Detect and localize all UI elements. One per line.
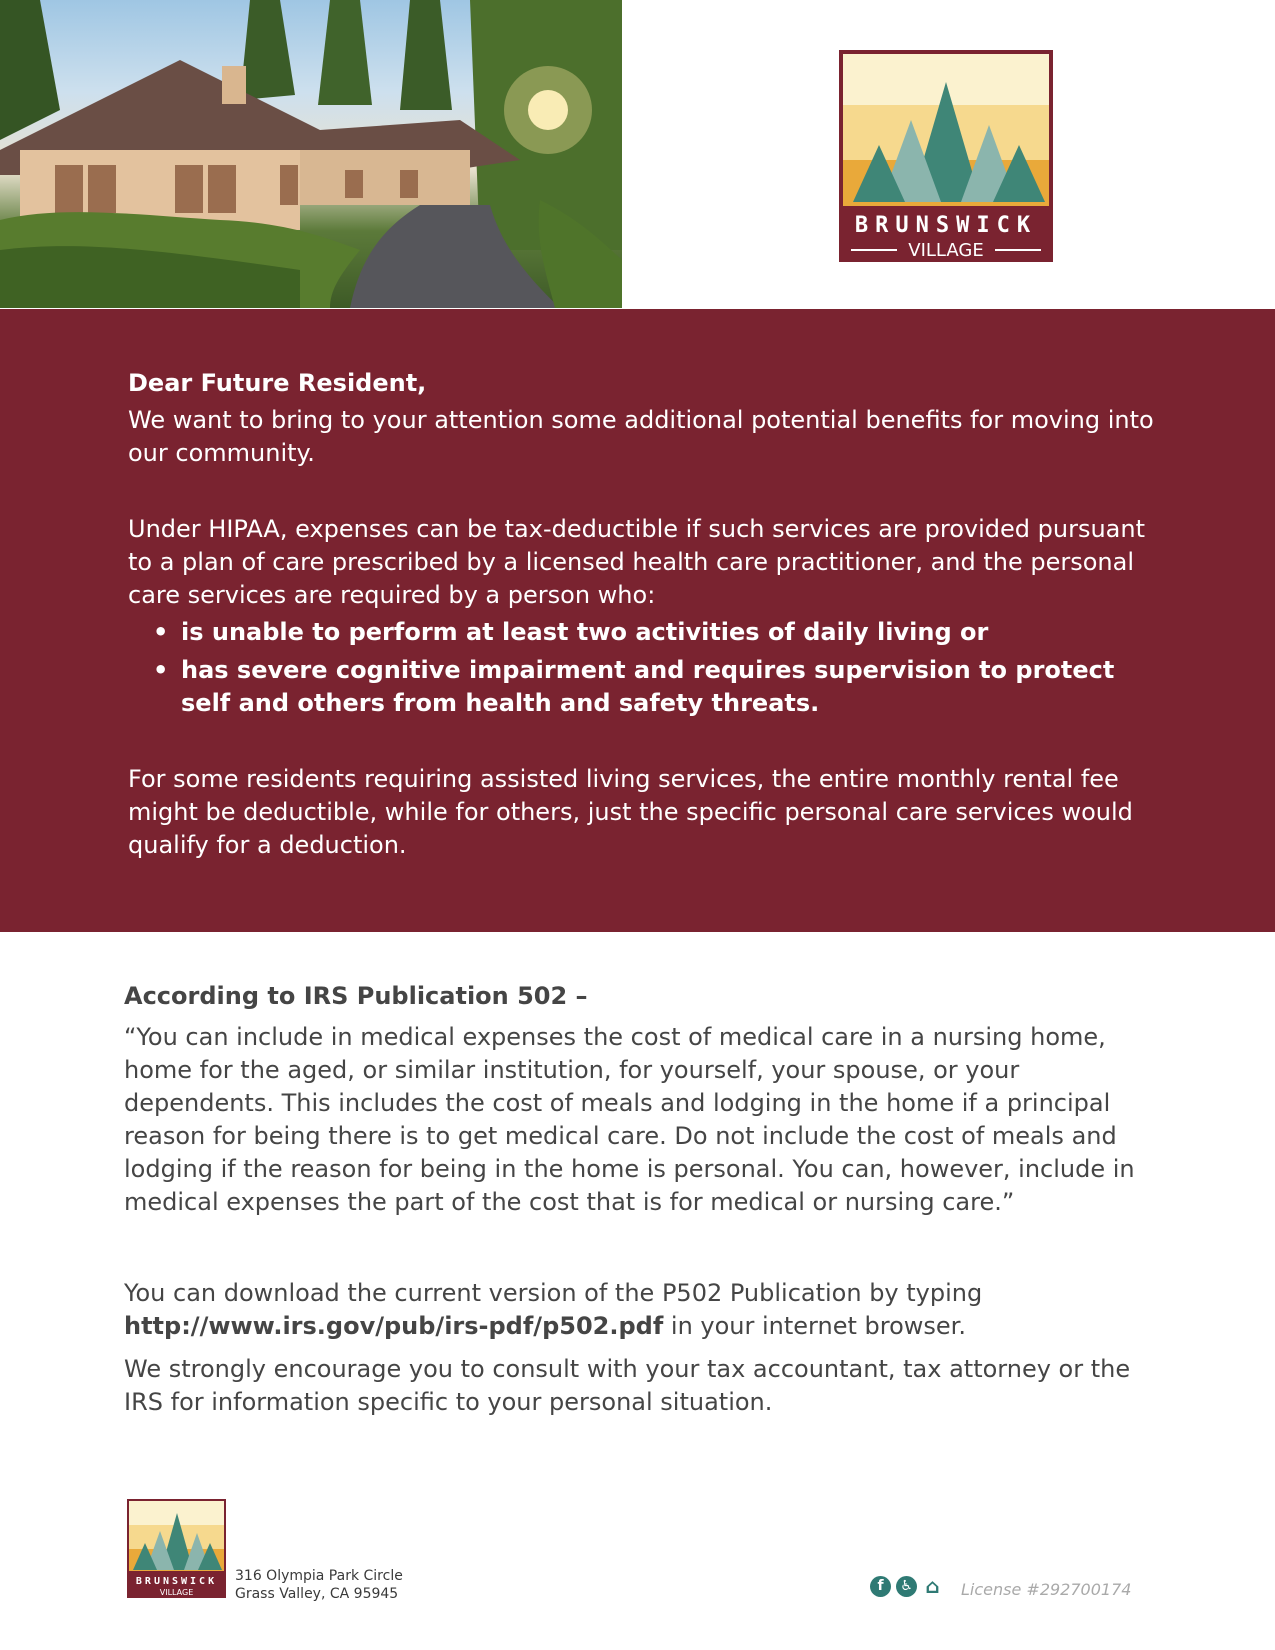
download-text: You can download the current version of the P502 Publication by typing — [124, 1279, 983, 1307]
salutation: Dear Future Resident, — [128, 369, 427, 397]
svg-text:BRUNSWICK: BRUNSWICK — [854, 213, 1038, 238]
address-line: Grass Valley, CA 95945 — [235, 1586, 399, 1602]
accessibility-icon: ♿ — [896, 1576, 917, 1597]
irs-quote: “You can include in medical expenses the cost of medical care in a nursing home, home for the aged, or similar institution, for yourself, your spouse, or your dependents. This includes the cost of meals and lodging in the home if a principal reason for being there is to get medical care. Do not include the cost of meals and lodging if the reason for being in the home is personal. You can, however, include in medical expenses the part of the cost that is for medical or nursing care.” — [124, 1023, 1135, 1216]
svg-text:VILLAGE: VILLAGE — [159, 1588, 194, 1597]
download-paragraph — [124, 1277, 1164, 1343]
address-block — [235, 1567, 403, 1603]
address-line: 316 Olympia Park Circle — [235, 1568, 403, 1584]
footer-icons — [870, 1576, 943, 1597]
consult-paragraph: We strongly encourage you to consult with your tax accountant, tax attorney or the IRS for information specific to your personal situation. — [124, 1355, 1131, 1416]
header-photo — [0, 0, 622, 308]
rental-paragraph: For some residents requiring assisted living services, the entire monthly rental fee might be deductible, while for others, just the specific personal care services would qualify for a deduction. — [128, 765, 1133, 859]
footer-logo — [127, 1499, 226, 1598]
list-item: • is unable to perform at least two activities of daily living or — [181, 616, 1158, 649]
criteria-list — [128, 616, 1158, 720]
license-number: License #292700174 — [961, 1580, 1132, 1599]
irs-section — [124, 980, 1164, 1419]
letter-section — [0, 309, 1275, 932]
svg-text:BRUNSWICK: BRUNSWICK — [135, 1576, 218, 1587]
svg-text:VILLAGE: VILLAGE — [908, 240, 984, 261]
intro-paragraph: We want to bring to your attention some additional potential benefits for moving into our community. — [128, 406, 1154, 467]
irs-heading: According to IRS Publication 502 – — [124, 982, 588, 1010]
hipaa-paragraph: Under HIPAA, expenses can be tax-deductible if such services are provided pursuant to a plan of care prescribed by a licensed health care practitioner, and the personal care services are required by a person who: — [128, 515, 1146, 609]
equal-housing-icon: ⌂ — [925, 1574, 940, 1598]
list-item: • has severe cognitive impairment and requires supervision to protect self and others from health and safety threats. — [181, 654, 1158, 720]
facebook-icon[interactable]: f — [870, 1576, 891, 1597]
brand-logo — [839, 50, 1053, 262]
irs-url-link[interactable]: http://www.irs.gov/pub/irs-pdf/p502.pdf — [124, 1312, 664, 1340]
download-suffix: in your internet browser. — [663, 1312, 966, 1340]
